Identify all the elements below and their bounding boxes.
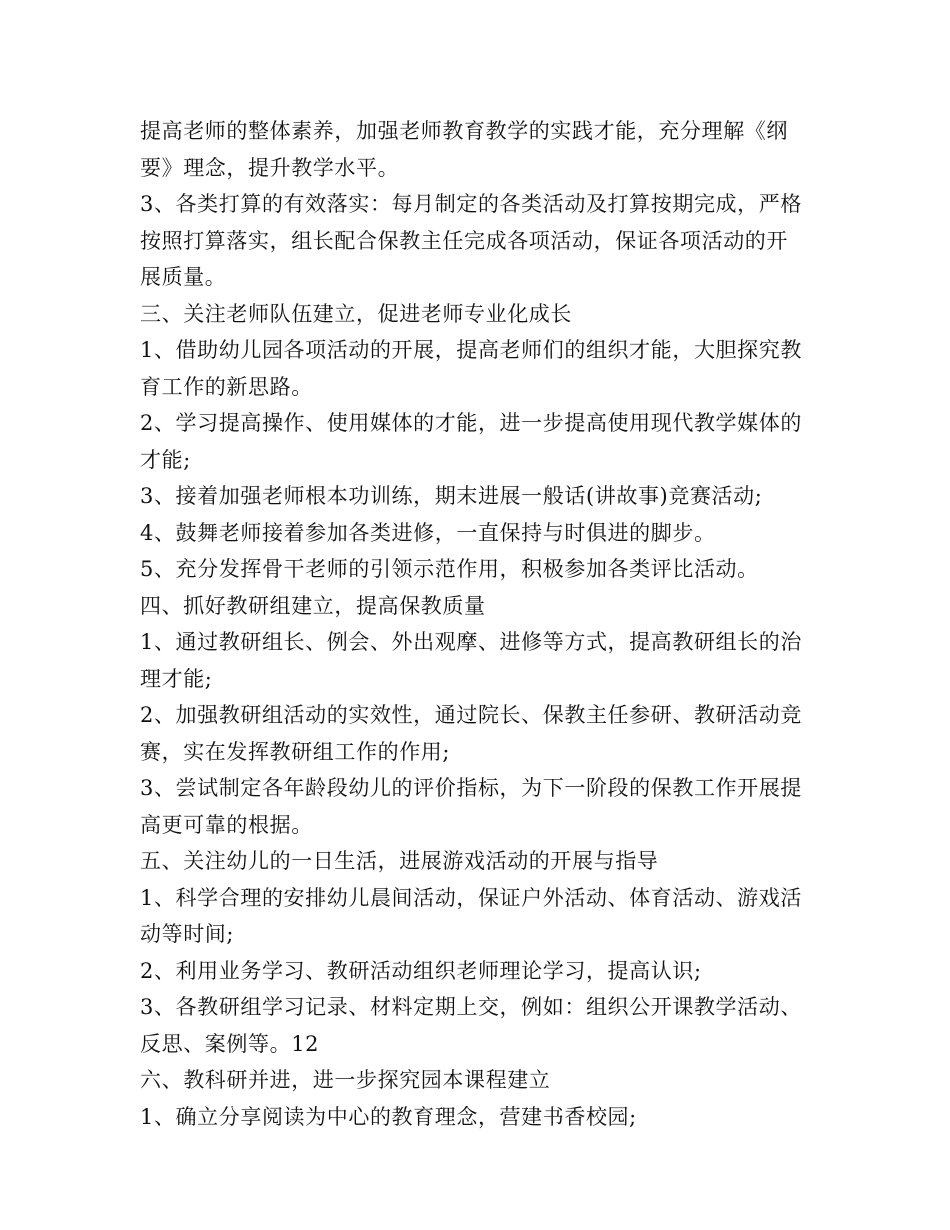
section-heading: 五、关注幼儿的一日生活，进展游戏活动的开展与指导 (140, 849, 659, 873)
section-heading: 三、关注老师队伍建立，促进老师专业化成长 (140, 301, 572, 326)
text-line: 赛，实在发挥教研组工作的作用; (140, 739, 451, 764)
text-line: 提高老师的整体素养，加强老师教育教学的实践才能，充分理解《纲 (140, 119, 788, 143)
list-item: 1、借助幼儿园各项活动的开展，提高老师们的组织才能，大胆探究教 (140, 338, 802, 362)
text-line: 按照打算落实，组长配合保教主任完成各项活动，保证各项活动的开 (140, 228, 788, 253)
list-item: 3、接着加强老师根本功训练，期末进展一般话(讲故事)竞赛活动; (140, 484, 763, 508)
text-line: 才能; (140, 447, 191, 472)
text-line: 要》理念，提升教学水平。 (140, 155, 400, 180)
list-item: 3、各类打算的有效落实：每月制定的各类活动及打算按期完成，严格 (140, 192, 802, 216)
list-item: 1、确立分享阅读为中心的教育理念，营建书香校园; (140, 1104, 637, 1129)
text-line: 高更可靠的根据。 (140, 812, 313, 837)
text-line: 反思、案例等。12 (140, 1031, 320, 1056)
list-item: 2、加强教研组活动的实效性，通过院长、保教主任参研、教研活动竞 (140, 703, 802, 727)
list-item: 3、各教研组学习记录、材料定期上交，例如：组织公开课教学活动、 (140, 995, 802, 1019)
list-item: 4、鼓舞老师接着参加各类进修，一直保持与时俱进的脚步。 (140, 520, 716, 545)
text-line: 动等时间; (140, 922, 235, 946)
list-item: 1、通过教研组长、例会、外出观摩、进修等方式，提高教研组长的治 (140, 630, 802, 654)
list-item: 2、利用业务学习、教研活动组织老师理论学习，提高认识; (140, 958, 702, 983)
section-heading: 六、教科研并进，进一步探究园本课程建立 (140, 1068, 551, 1092)
section-heading: 四、抓好教研组建立，提高保教质量 (140, 593, 486, 618)
text-line: 理才能; (140, 666, 213, 691)
list-item: 5、充分发挥骨干老师的引领示范作用，积极参加各类评比活动。 (140, 557, 759, 581)
list-item: 3、尝试制定各年龄段幼儿的评价指标，为下一阶段的保教工作开展提 (140, 776, 802, 800)
list-item: 2、学习提高操作、使用媒体的才能，进一步提高使用现代教学媒体的 (140, 411, 802, 435)
document-body (140, 113, 820, 1135)
text-line: 展质量。 (140, 265, 227, 289)
list-item: 1、科学合理的安排幼儿晨间活动，保证户外活动、体育活动、游戏活 (140, 885, 802, 910)
text-line: 育工作的新思路。 (140, 374, 313, 399)
